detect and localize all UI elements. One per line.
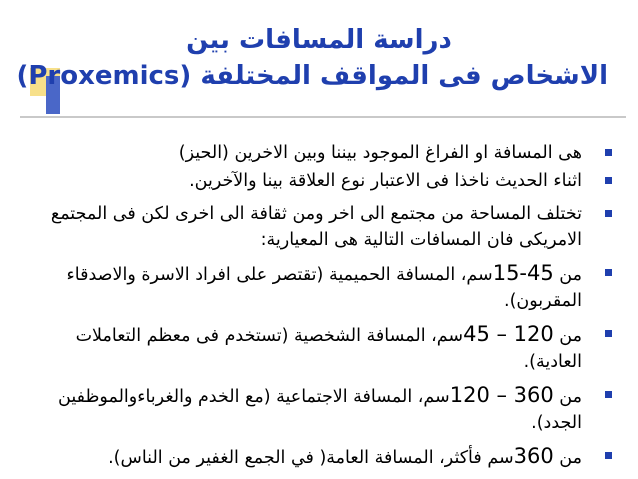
bullet-text: سم، المسافة الشخصية (تستخدم فى معظم التعاملات العادية). — [75, 326, 582, 372]
bullet-square-icon — [605, 149, 612, 156]
bullet-square-icon — [605, 210, 612, 217]
bullet-item — [12, 260, 620, 314]
bullet-text: هى المسافة او الفراغ الموجود بيننا وبين الاخرين (الحيز) — [178, 143, 582, 163]
bullet-square-icon — [605, 177, 612, 184]
bullet-square-icon — [605, 269, 612, 276]
bullet-prefix: من — [553, 265, 582, 285]
bullet-square-icon — [605, 330, 612, 337]
distance-range: 15-45 — [492, 261, 554, 285]
bullet-item — [12, 321, 620, 375]
bullet-text: سم فأكثر، المسافة العامة( في الجمع الغفير من الناس). — [108, 448, 514, 468]
bullet-item — [12, 140, 620, 166]
bullet-text: سم، المسافة الاجتماعية (مع الخدم والغرباءوالموظفين الجدد). — [58, 387, 582, 433]
bullet-square-icon — [605, 452, 612, 459]
title-line-2: الاشخاص فى المواقف المختلفة (Proxemics) — [16, 61, 608, 91]
title-line-1: دراسة المسافات بين — [186, 25, 452, 55]
bullet-text: اثناء الحديث ناخذا فى الاعتبار نوع العلاقة بينا والآخرين. — [189, 171, 582, 191]
title-divider — [20, 116, 626, 118]
bullet-square-icon — [605, 391, 612, 398]
distance-range: 45 – 120 — [463, 322, 554, 346]
bullet-item — [12, 382, 620, 436]
bullet-list — [12, 140, 620, 478]
distance-range: 360 — [513, 444, 554, 468]
distance-range: 120 – 360 — [449, 383, 554, 407]
slide-title — [0, 22, 638, 94]
bullet-prefix: من — [553, 448, 582, 468]
bullet-item — [12, 201, 620, 253]
bullet-item — [12, 443, 620, 471]
bullet-text: سم، المسافة الحميمية (تقتصر على افراد الاسرة والاصدقاء المقربون). — [66, 265, 582, 311]
bullet-item — [12, 168, 620, 194]
bullet-text: تختلف المساحة من مجتمع الى اخر ومن ثقافة الى اخرى لكن فى المجتمع الامريكى فان المسافات التالية هى المعيارية: — [50, 204, 582, 250]
bullet-prefix: من — [553, 387, 582, 407]
bullet-prefix: من — [553, 326, 582, 346]
